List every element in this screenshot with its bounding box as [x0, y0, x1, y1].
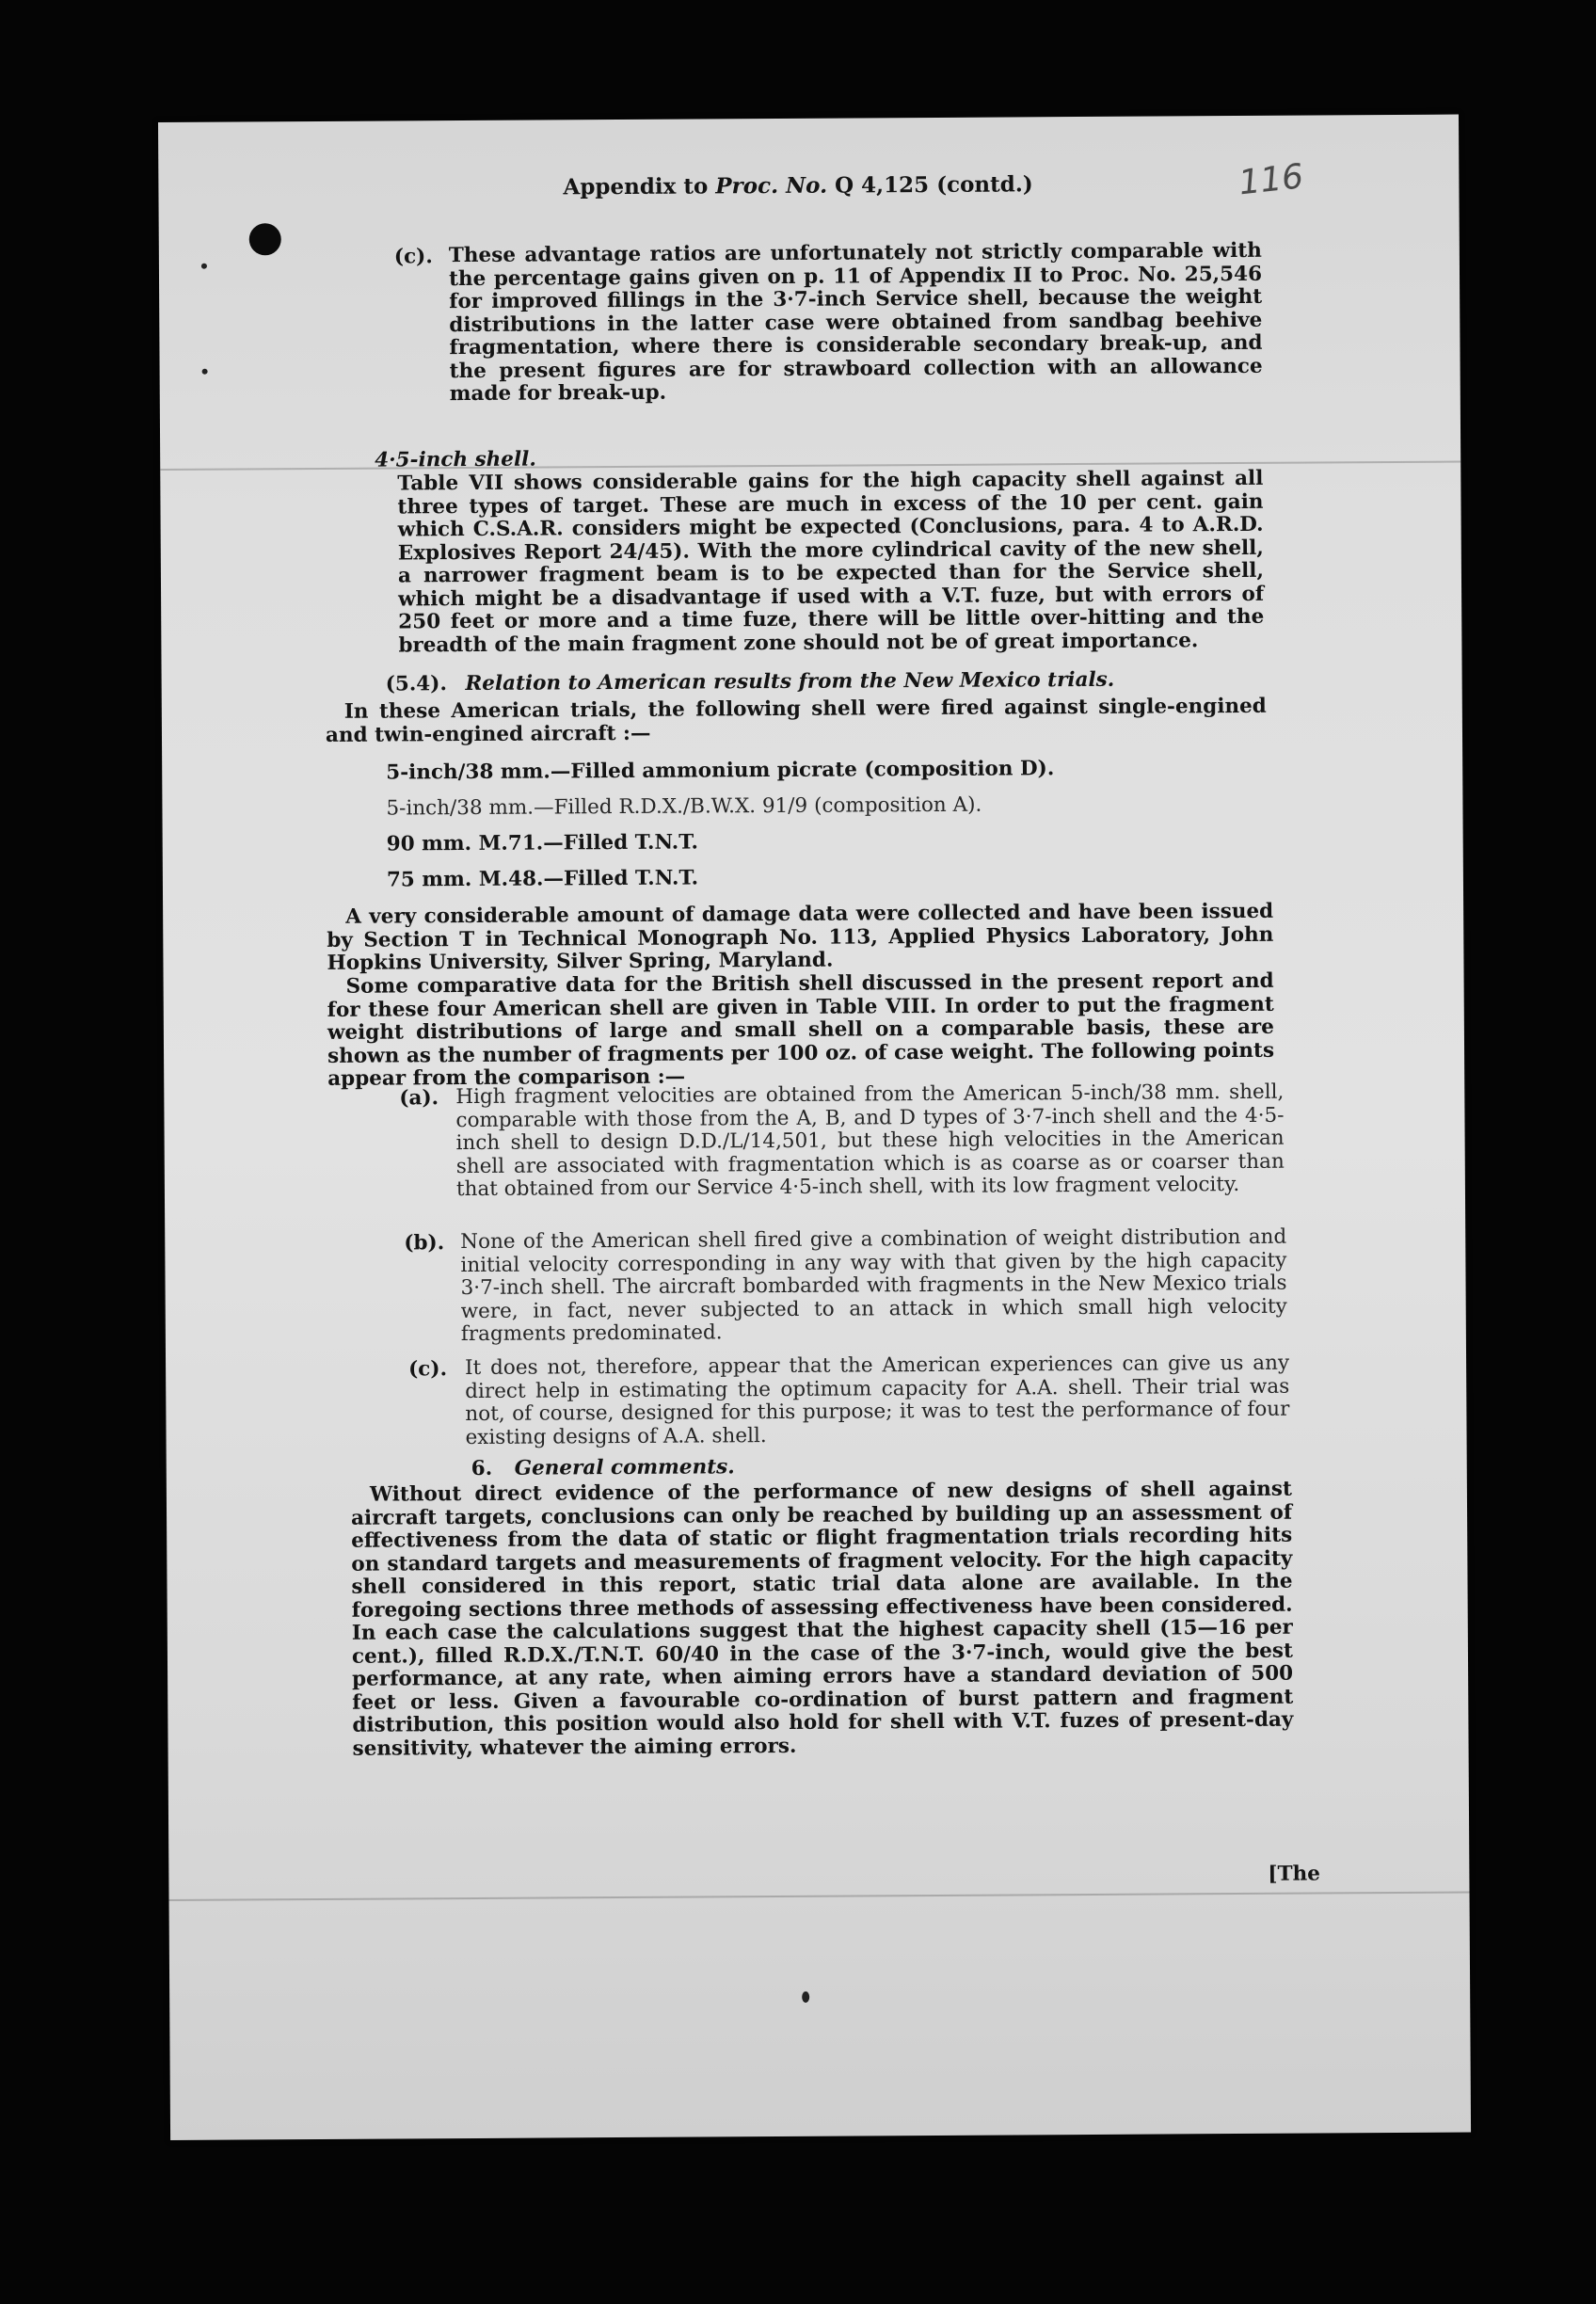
shell-item: 75 mm. M.48.—Filled T.N.T.	[386, 866, 699, 892]
point-a-label: (a).	[399, 1086, 439, 1111]
section-54-intro: In these American trials, the following shell were fired against single-engined and twin-engined aircraft :—	[325, 694, 1267, 747]
document-page	[158, 115, 1471, 2140]
margin-mark	[802, 1992, 809, 2003]
section-6-heading	[471, 1455, 735, 1480]
section-6-title: General comments.	[514, 1455, 735, 1480]
note-c1-label: (c).	[393, 245, 433, 269]
page-header	[563, 171, 1032, 200]
section-6-number: 6.	[471, 1456, 493, 1480]
fold-line-bottom	[169, 1892, 1470, 1901]
shell-item: 5-inch/38 mm.—Filled R.D.X./B.W.X. 91/9 (composition A).	[386, 792, 982, 821]
shell-item: 5-inch/38 mm.—Filled ammonium picrate (composition D).	[386, 757, 1055, 785]
section-54-para2: Some comparative data for the British shell discussed in the present report and for these four American shell are given in Table VIII. In order to put the fragment weight distributions of large and small shell on a comparable basis, these are shown as the number of fragments per 100 oz. of case weight. The following points appear from the comparison :—	[327, 968, 1275, 1091]
point-c-label: (c).	[408, 1357, 448, 1382]
section-6-text: Without direct evidence of the performance of new designs of shell against aircraft targets, conclusions can only be reached by building up an assessment of effectiveness from the data of static or flight fragmentation trials recording hits on standard targets and measurements of fragment velocity. For the high capacity shell considered in this report, static trial data alone are available. In the foregoing sections three methods of assessing effectiveness have been considered. In each case the calculations suggest that the highest capacity shell (15—16 per cent.), filled R.D.X./T.N.T. 60/40 in the case of the 3·7-inch, would give the best performance, at any rate, when aiming errors have a standard deviation of 500 feet or less. Given a favourable co-ordination of burst pattern and fragment distribution, this position would also hold for shell with V.T. fuzes of present-day sensitivity, whatever the aiming errors.	[350, 1477, 1294, 1761]
catchword: [The	[1268, 1862, 1320, 1886]
point-a-text: High fragment velocities are obtained from the American 5-inch/38 mm. shell, comparable with those from the A, B, and D types of 3·7-inch shell and the 4·5-inch shell to design D.D./L/14,501, but these high velocities in the American shell are associated with fragmentation which is as coarse as or coarser than that obtained from our Service 4·5-inch shell, with its low fragment velocity.	[455, 1080, 1285, 1202]
handwritten-page-number: 116	[1237, 157, 1306, 203]
section-54-number: (5.4).	[385, 672, 447, 696]
section-54-heading	[386, 668, 1115, 696]
point-c-text: It does not, therefore, appear that the American experiences can give us any direct help in estimating the optimum capacity for A.A. shell. Their trial was not, of course, designed for this purpose; it was to test the performance of four existing designs of A.A. shell.	[465, 1351, 1290, 1449]
header-prefix: Appendix to	[563, 173, 709, 200]
margin-mark	[201, 264, 207, 269]
section-54-para1: A very considerable amount of damage data were collected and have been issued by Section T in Technical Monograph No. 113, Applied Physics Laboratory, John Hopkins University, Silver Spring, Maryland.	[327, 899, 1274, 975]
section-54-title: Relation to American results from the New Mexico trials.	[465, 667, 1115, 696]
header-suffix: Q 4,125 (contd.)	[834, 171, 1033, 199]
note-c1-text	[449, 240, 1263, 407]
section-45-text: Table VII shows considerable gains for the high capacity shell against all three types of target. These are much in excess of the 10 per cent. gain which C.S.A.R. considers might be expected (Conclusions, para. 4 to A.R.D. Explosives Report 24/45). With the more cylindrical cavity of the new shell, a narrower fragment beam is to be expected than for the Service shell, which might be a disadvantage if used with a V.T. fuze, but with errors of 250 feet or more and a time fuze, there will be little over-hitting and the breadth of the main fragment zone should not be of great importance.	[397, 466, 1265, 657]
point-b-label: (b).	[404, 1231, 445, 1256]
margin-mark	[202, 369, 208, 375]
punch-hole	[249, 223, 281, 255]
shell-item: 90 mm. M.71.—Filled T.N.T.	[386, 830, 698, 856]
point-b-text: None of the American shell fired give a combination of weight distribution and initial velocity corresponding in any way with that given by the high capacity 3·7-inch shell. The aircraft bombarded with fragments in the New Mexico trials were, in fact, never subjected to an attack in which small high velocity fragments predominated.	[460, 1224, 1287, 1347]
note-c1-body: These advantage ratios are unfortunately not strictly comparable with the percentage gains given on p. 11 of Appendix II to Proc. No. 25,546 for improved fillings in the 3·7-inch Service shell, because the weight distributions in the latter case were obtained from sandbag beehive fragmentation, where there is considerable secondary break-up, and the present figures are for strawboard collection with an allowance made for break-up.	[448, 238, 1263, 407]
section-45-heading: 4·5-inch shell.	[375, 447, 536, 472]
header-proc-label: Proc. No.	[715, 172, 828, 200]
